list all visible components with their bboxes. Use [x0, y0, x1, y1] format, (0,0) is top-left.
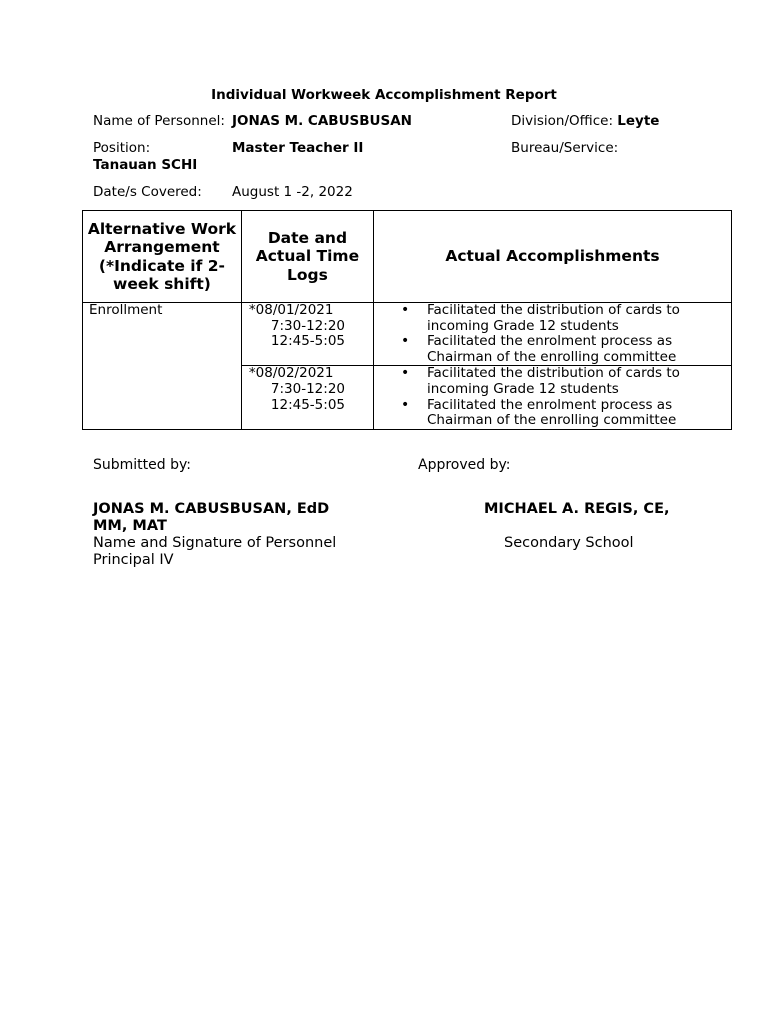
header-date-time: Date and Actual Time Logs — [241, 211, 373, 303]
submitter-name: JONAS M. CABUSBUSAN, EdD — [93, 501, 330, 517]
division-value: Leyte — [617, 113, 660, 129]
row-date: *08/01/2021 — [248, 302, 334, 318]
bureau-label: Bureau/Service: — [511, 140, 619, 156]
accomplishment-list — [374, 303, 731, 365]
header-accomplishments: Actual Accomplishments — [373, 211, 731, 303]
position-label: Position: — [93, 140, 151, 156]
table-header-row — [83, 211, 732, 303]
list-item: • Facilitated the enrolment process as Chairman of the enrolling committee — [374, 334, 731, 365]
list-item: • Facilitated the distribution of cards to incoming Grade 12 students — [374, 366, 731, 397]
division-field — [511, 113, 659, 129]
row-time: 12:45-5:05 — [270, 333, 345, 350]
approver-caption-continuation: Principal IV — [93, 552, 174, 568]
name-label: Name of Personnel: — [93, 113, 225, 129]
division-label: Division/Office: — [511, 113, 618, 129]
list-item: • Facilitated the enrolment process as Chairman of the enrolling committee — [374, 398, 731, 429]
submitter-name-continuation: MM, MAT — [93, 518, 167, 534]
accomplishment-table — [82, 210, 732, 430]
date-cell — [241, 366, 373, 429]
accomplishment-list — [374, 366, 731, 428]
date-cell — [241, 303, 373, 366]
table-row — [83, 303, 732, 366]
dates-value: August 1 -2, 2022 — [232, 184, 353, 200]
accomplishments-cell — [373, 366, 731, 429]
name-value: JONAS M. CABUSBUSAN — [232, 113, 412, 129]
row-date: *08/02/2021 — [248, 365, 334, 382]
row-time: 7:30-12:20 — [270, 380, 345, 397]
approved-label: Approved by: — [418, 457, 511, 473]
list-item: • Facilitated the distribution of cards to incoming Grade 12 students — [374, 303, 731, 334]
header-arrangement: Alternative Work Arrangement (*Indicate if 2-week shift) — [83, 211, 242, 303]
approver-caption: Secondary School — [504, 535, 634, 551]
row-time: 7:30-12:20 — [270, 317, 345, 334]
arrangement-cell: Enrollment — [83, 303, 242, 430]
report-title: Individual Workweek Accomplishment Report — [211, 87, 557, 103]
position-value: Master Teacher II — [232, 140, 364, 156]
submitted-label: Submitted by: — [93, 457, 191, 473]
submitter-caption: Name and Signature of Personnel — [93, 535, 337, 551]
approver-name: MICHAEL A. REGIS, CE, — [484, 501, 670, 517]
office-continuation: Tanauan SCHI — [93, 157, 198, 173]
row-time: 12:45-5:05 — [270, 396, 345, 413]
accomplishments-cell — [373, 303, 731, 366]
dates-label: Date/s Covered: — [93, 184, 202, 200]
